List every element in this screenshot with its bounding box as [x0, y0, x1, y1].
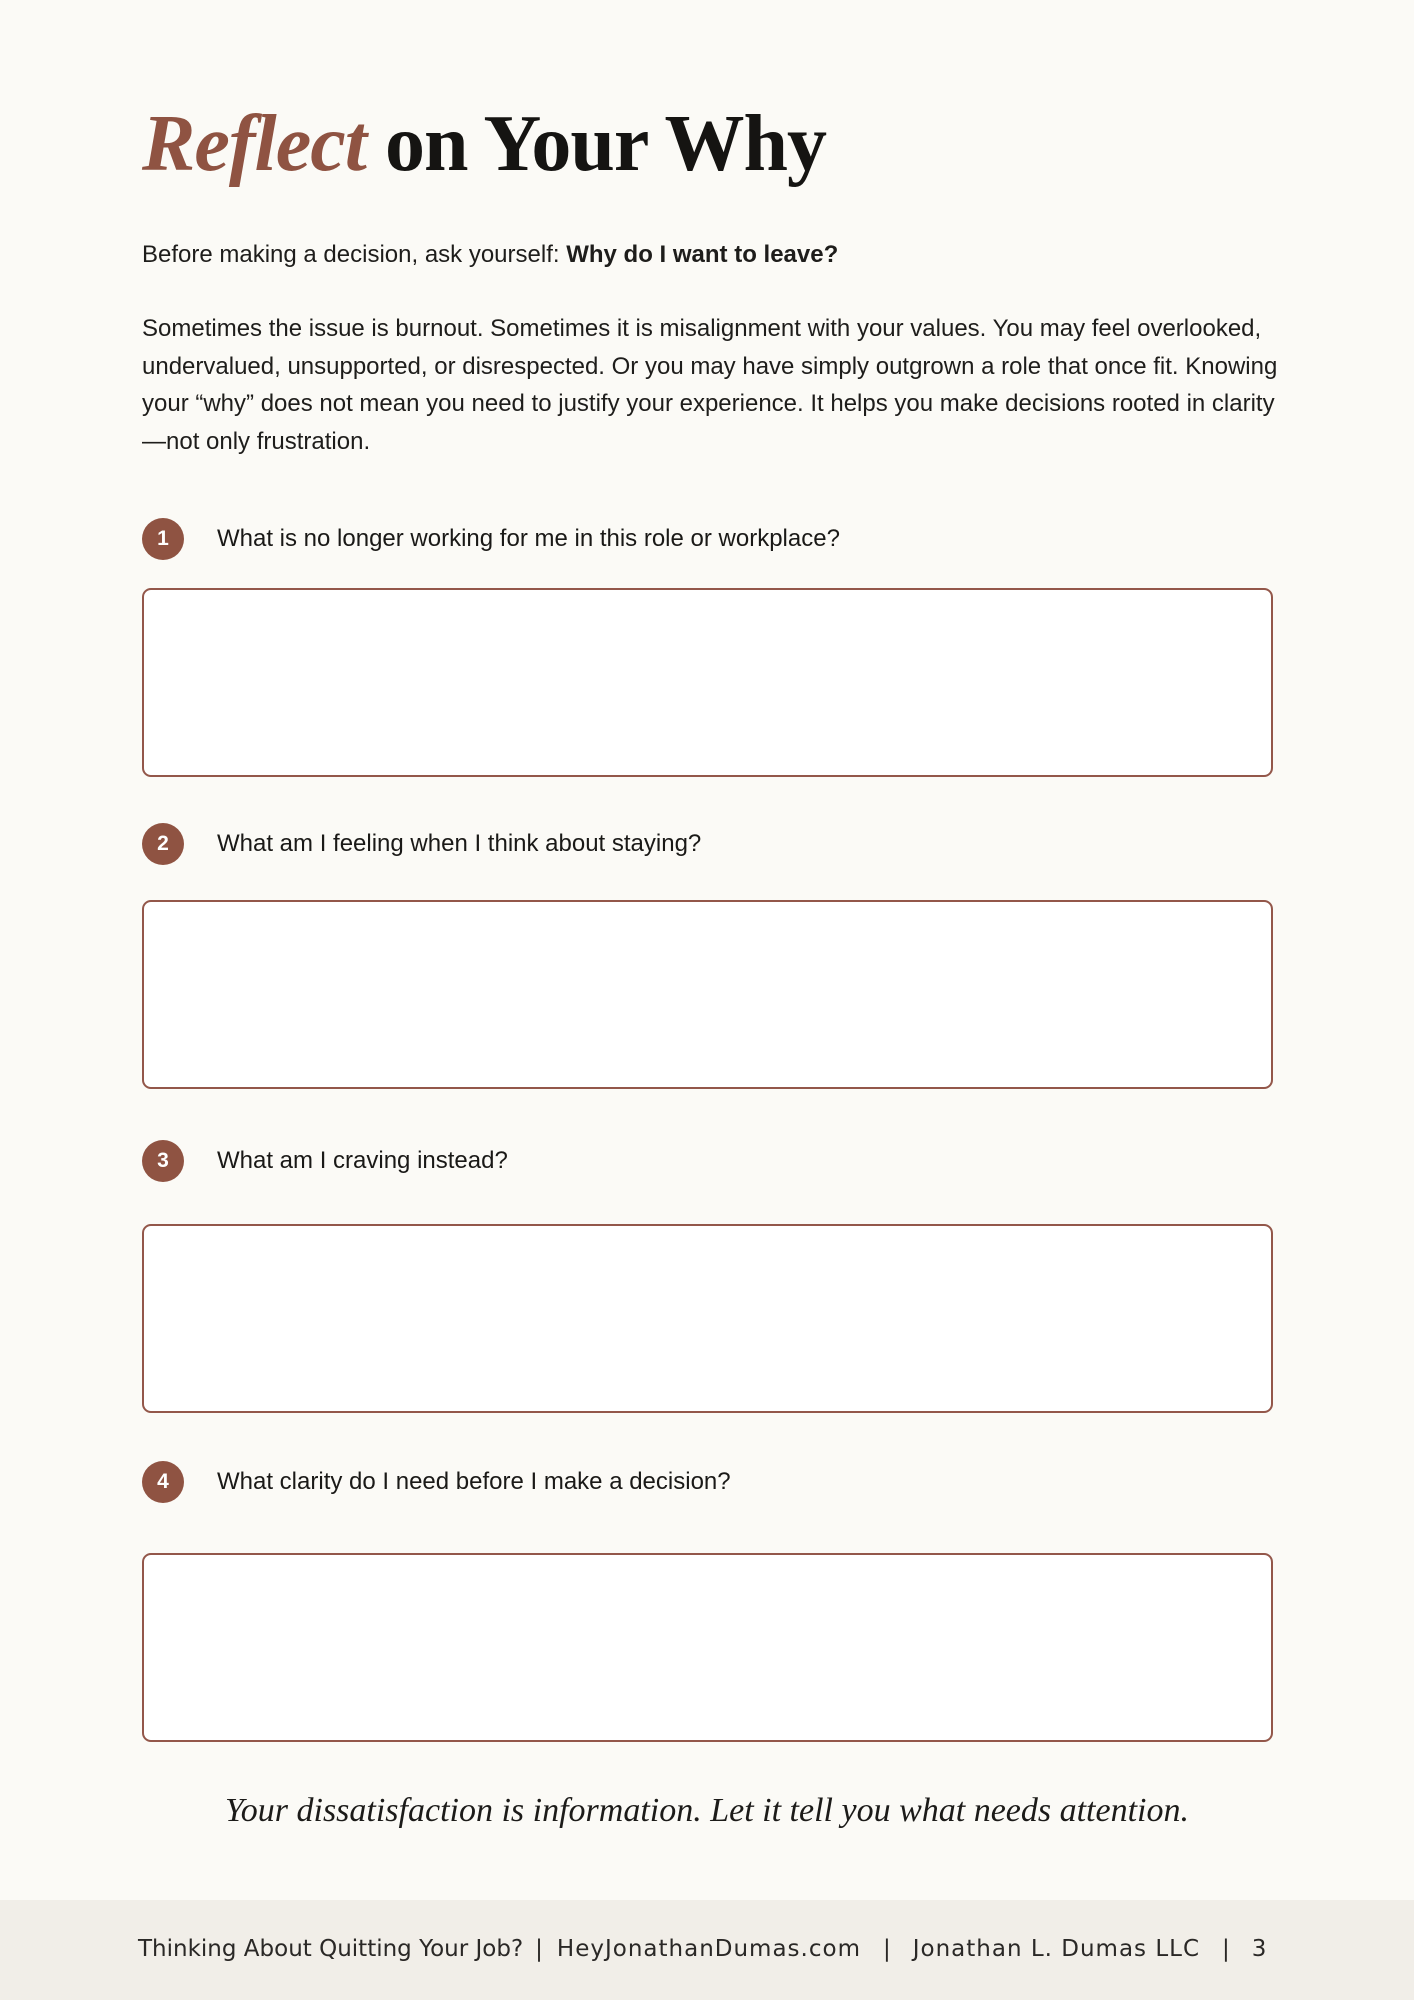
- footer-row: [138, 1936, 1266, 1962]
- question-2: [142, 823, 701, 865]
- answer-box-2[interactable]: [142, 900, 1273, 1089]
- intro-question: Why do I want to leave?: [566, 241, 839, 268]
- question-1: [142, 518, 840, 560]
- page-footer: [0, 1900, 1414, 2000]
- question-text: What clarity do I need before I make a decision?: [217, 1468, 731, 1495]
- question-number-badge: 2: [142, 823, 184, 865]
- footer-website: HeyJonathanDumas.com: [556, 1936, 861, 1962]
- question-text: What am I feeling when I think about staying?: [217, 830, 702, 857]
- page-number: 3: [1251, 1936, 1267, 1962]
- footer-company: Jonathan L. Dumas LLC: [912, 1936, 1201, 1962]
- footer-guide-title: Thinking About Quitting Your Job?: [138, 1936, 524, 1962]
- footer-separator: |: [882, 1936, 891, 1962]
- question-number-badge: 4: [142, 1461, 184, 1503]
- page-title: [142, 100, 826, 188]
- question-number-badge: 1: [142, 518, 184, 560]
- answer-box-3[interactable]: [142, 1224, 1273, 1413]
- answer-box-1[interactable]: [142, 588, 1273, 777]
- question-3: [142, 1140, 508, 1182]
- intro-lead: Before making a decision, ask yourself:: [142, 241, 567, 268]
- closing-quote: Your dissatisfaction is information. Let it tell you what needs attention.: [224, 1792, 1189, 1829]
- footer-separator: |: [1222, 1936, 1230, 1962]
- question-4: [142, 1461, 731, 1503]
- title-rest: on Your Why: [365, 100, 827, 188]
- question-text: What is no longer working for me in this role or workplace?: [217, 525, 840, 552]
- answer-box-4[interactable]: [142, 1553, 1273, 1742]
- intro-text: [142, 236, 1282, 273]
- question-text: What am I craving instead?: [217, 1147, 508, 1174]
- footer-separator: |: [535, 1936, 543, 1962]
- title-accent: Reflect: [142, 100, 366, 188]
- body-paragraph: Sometimes the issue is burnout. Sometimes it is misalignment with your values. You may feel overlooked, undervalued, unsupported, or disrespected. Or you may have simply outgrown a role that once fit. Knowing your “why” does not mean you need to justify your experience. It helps you make decisions rooted in clarity—not only frustration.: [142, 315, 1278, 455]
- question-number-badge: 3: [142, 1140, 184, 1182]
